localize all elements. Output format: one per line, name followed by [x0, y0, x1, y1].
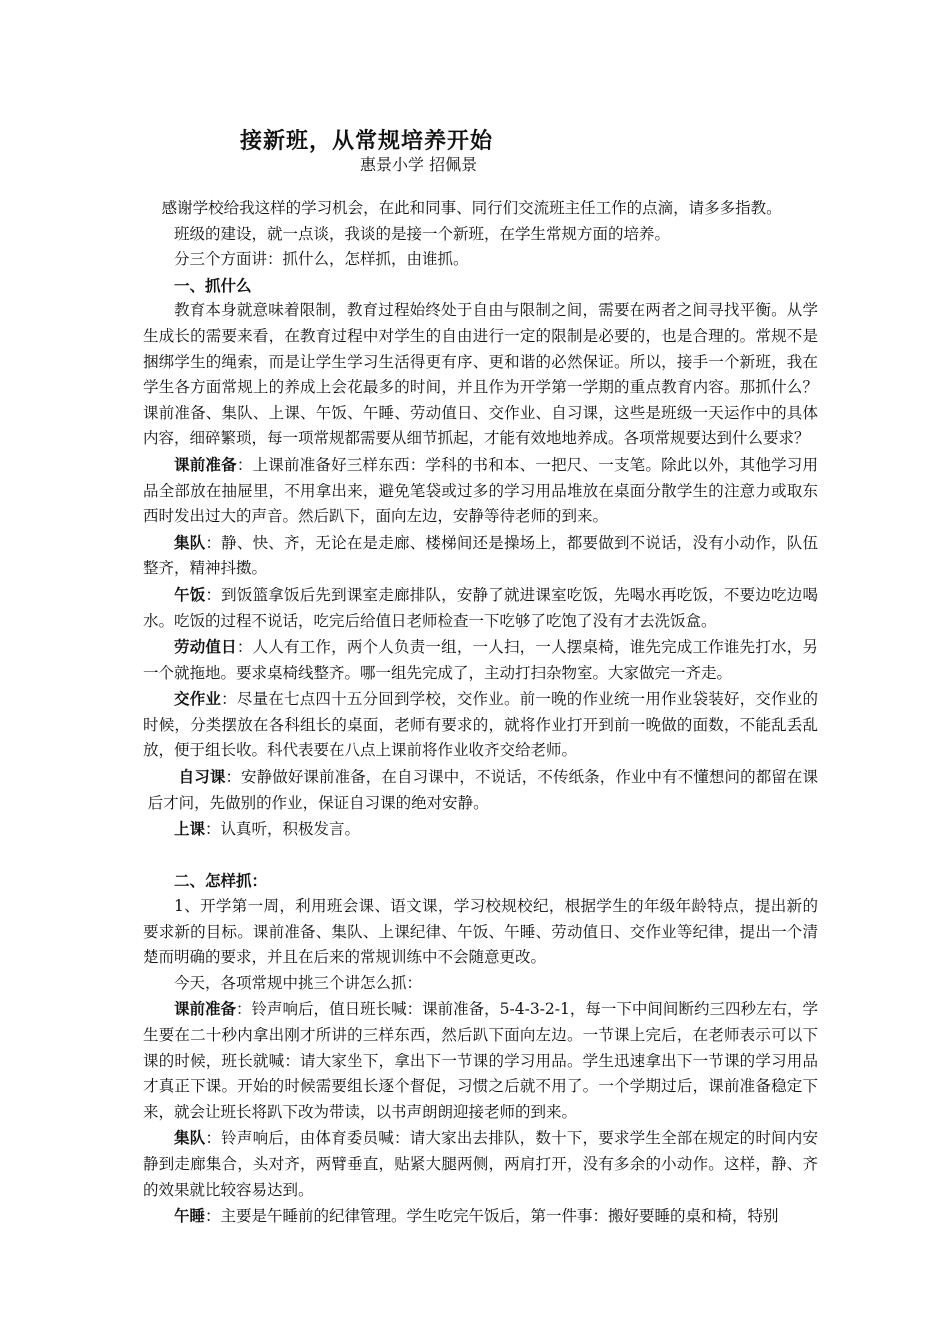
- rule-term: 自习课: [178, 767, 226, 787]
- section-1-heading: 一、抓什么: [174, 275, 252, 295]
- rule-text: ：上课前准备好三样东西：学科的书和本、一把尺、一支笔。除此以外，其他学习用品全部放在抽屉里，不用拿出来，避免笔袋或过多的学习用品堆放在桌面分散学生的注意力或取东西时发出过大的声音。然后趴下，面向左边，安静等待老师的到来。: [143, 455, 818, 526]
- rule-term: 课前准备: [174, 454, 237, 474]
- author-line: 惠景小学 招佩景: [360, 155, 478, 174]
- section-2-paragraph-2: 今天，各项常规中挑三个讲怎么抓：: [174, 973, 423, 992]
- rule-text: ：人人有工作，两个人负责一组，一人扫，一人摆桌椅，谁先完成工作谁先打水，另一个就拖地。要求桌椅线整齐。哪一组先完成了，主动打扫杂物室。大家做完一齐走。: [143, 638, 818, 682]
- rule-item: [143, 634, 818, 686]
- intro-paragraph-3: 分三个方面讲：抓什么，怎样抓，由谁抓。: [174, 250, 469, 269]
- method-item: [143, 1203, 818, 1230]
- method-term: 集队: [174, 1128, 206, 1148]
- method-term: 课前准备: [174, 999, 237, 1019]
- section-1-intro: 教育本身就意味着限制，教育过程始终处于自由与限制之间，需要在两者之间寻找平衡。从学生成长的需要来看，在教育过程中对学生的自由进行一定的限制是必要的，也是合理的。常规不是捆绑学生的绳索，而是让学生学习生活得更有序、更和谐的必然保证。所以，接手一个新班，我在学生各方面常规上的养成上会花最多的时间，并且作为开学第一学期的重点教育内容。那抓什么？课前准备、集队、上课、午饭、午睡、劳动值日、交作业、自习课，这些是班级一天运作中的具体内容，细碎繁琐，每一项常规都需要从细节抓起，才能有效地地养成。各项常规要达到什么要求？: [143, 301, 818, 448]
- rule-term: 劳动值日: [174, 637, 237, 657]
- document-title: 接新班，从常规培养开始: [240, 128, 494, 154]
- blank-line: [143, 843, 818, 869]
- rule-text: ：尽量在七点四十五分回到学校，交作业。前一晚的作业统一用作业袋装好，交作业的时候，分类摆放在各科组长的桌面，老师有要求的，就将作业打开到前一晚做的面数，不能乱丢乱放，便于组长收。科代表要在八点上课前将作业收齐交给老师。: [143, 690, 818, 760]
- document-body: [143, 196, 818, 1230]
- intro-paragraph-1: 感谢学校给我这样的学习机会，在此和同事、同行们交流班主任工作的点滴，请多多指教。: [161, 199, 782, 217]
- rule-term: 午饭: [174, 584, 206, 604]
- rule-item: [143, 452, 818, 530]
- rule-term: 交作业: [174, 689, 222, 709]
- method-term: 午睡: [174, 1206, 206, 1226]
- method-text: ：主要是午睡前的纪律管理。学生吃完午饭后，第一件事：搬好要睡的桌和椅，特别: [205, 1207, 779, 1226]
- rule-item: [143, 764, 818, 816]
- rule-item: [143, 582, 818, 634]
- method-text: ：铃声响后，值日班长喊：课前准备，5-4-3-2-1，每一下中间间断约三四秒左右，学生要在二十秒内拿出刚才所讲的三样东西，然后趴下面向左边。一节课上完后，在老师表示可以下课的时候，班长就喊：请大家坐下，拿出下一节课的学习用品。学生迅速拿出下一节课的学习用品才真正下课。开始的时候需要组长逐个督促，习惯之后就不用了。一个学期过后，课前准备稳定下来，就会让班长将趴下改为带读，以书声朗朗迎接老师的到来。: [143, 1000, 818, 1121]
- intro-paragraph-2: 班级的建设，就一点谈，我谈的是接一个新班，在学生常规方面的培养。: [174, 224, 671, 243]
- rule-text: ：到饭篮拿饭后先到课室走廊排队，安静了就进课室吃饭，先喝水再吃饭，不要边吃边喝水。吃饭的过程不说话，吃完后给值日老师检查一下吃够了吃饱了没有才去洗饭盒。: [143, 585, 818, 630]
- rule-item: [143, 686, 818, 764]
- method-text: ：铃声响后，由体育委员喊：请大家出去排队，数十下，要求学生全部在规定的时间内安静到走廊集合，头对齐，两臂垂直，贴紧大腿两侧，两肩打开，没有多余的小动作。这样，静、齐的效果就比较容易达到。: [143, 1129, 818, 1199]
- rule-item: [143, 816, 818, 843]
- rule-text: ：静、快、齐，无论在是走廊、楼梯间还是操场上，都要做到不说话，没有小动作，队伍整齐，精神抖擞。: [143, 533, 818, 578]
- section-2-heading: 二、怎样抓：: [174, 871, 268, 891]
- method-item: [143, 1125, 818, 1203]
- method-item: [143, 996, 818, 1125]
- rule-text: ：认真听，积极发言。: [205, 820, 361, 839]
- rule-item: [143, 530, 818, 582]
- rule-term: 上课: [174, 819, 206, 839]
- section-2-paragraph-1: 1、开学第一周，利用班会课、语文课，学习校规校纪，根据学生的年级年龄特点，提出新的要求新的目标。课前准备、集队、上课纪律、午饭、午睡、劳动值日、交作业等纪律，提出一个清楚而明确的要求，并且在后来的常规训练中不会随意更改。: [143, 897, 818, 967]
- rule-text: ：安静做好课前准备，在自习课中，不说话，不传纸条，作业中有不懂想问的都留在课后才问，先做别的作业，保证自习课的绝对安静。: [147, 768, 818, 812]
- rule-term: 集队: [174, 532, 206, 552]
